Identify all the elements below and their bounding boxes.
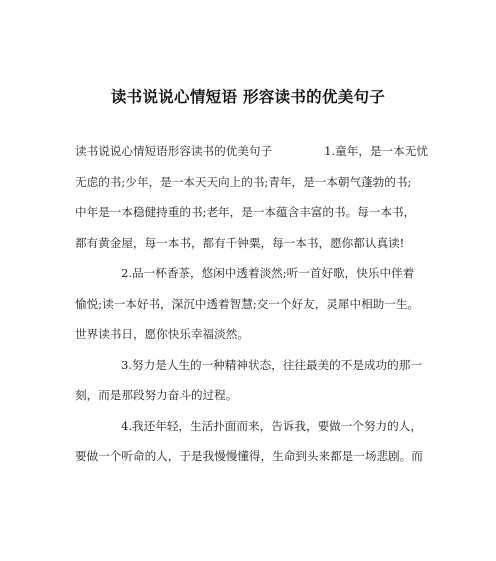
paragraph-1-item: 1.童年，是一本无忧 [324,144,428,158]
paragraph-1-heading: 读书说说心情短语形容读书的优美句子 [75,144,273,158]
paragraph-3-line-1: 3.努力是人生的一种精神状态，往往最美的不是成功的那一 [121,357,422,372]
document-title: 读书说说心情短语 形容读书的优美句子 [110,88,386,106]
paragraph-1-line-4: 都有黄金屋，每一本书，都有千钟粟，每一本书，愿你都认真读! [75,235,405,250]
paragraph-1-line-1 [75,136,431,167]
paragraph-4-line-1: 4.我还年轻，生活扑面而来，告诉我，要做一个努力的人， [121,418,422,433]
document-body [75,136,431,472]
paragraph-2-line-2: 愉悦;读一本好书，深沉中透着智慧;交一个好友，灵犀中相助一生。 [75,296,420,311]
paragraph-4-line-2: 要做一个听命的人，于是我慢慢懂得，生命到头来都是一场悲剧。而 [75,449,423,463]
paragraph-2-line-1: 2.品一杯香茶，悠闲中透着淡然;听一首好歌，快乐中伴着 [121,266,415,280]
paragraph-3-line-2: 刻，而是那段努力奋斗的过程。 [75,388,238,402]
paragraph-2-line-3: 世界读书日，愿你快乐幸福淡然。 [75,327,249,341]
paragraph-1-line-2: 无虑的书;少年，是一本天天向上的书;青年，是一本朝气蓬勃的书; [75,174,412,189]
paragraph-1-line-3: 中年是一本稳健持重的书;老年，是一本蕴含丰富的书。每一本书， [75,205,416,219]
